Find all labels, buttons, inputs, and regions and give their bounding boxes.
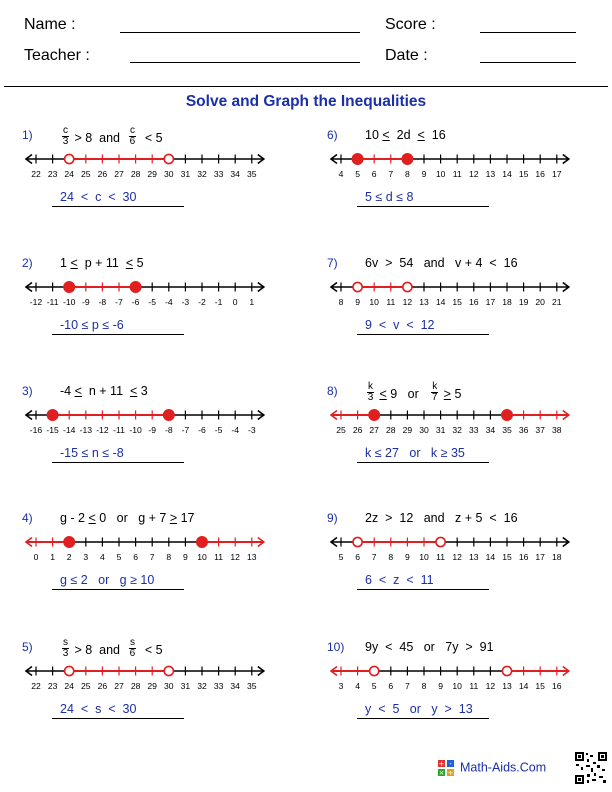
tick-label: -14 <box>62 425 76 435</box>
closed-endpoint <box>47 410 57 420</box>
tick-label: 26 <box>97 681 108 691</box>
tick-label: 23 <box>47 681 58 691</box>
svg-text:-: - <box>449 760 452 768</box>
answer-text: -15 ≤ n ≤ -8 <box>60 446 124 460</box>
tick-label: -7 <box>181 425 190 435</box>
tick-label: 16 <box>469 297 479 307</box>
tick-label: 8 <box>388 552 394 562</box>
tick-label: -5 <box>148 297 157 307</box>
tick-label: 0 <box>33 552 39 562</box>
problem-5 <box>22 637 312 760</box>
tick-label: 17 <box>485 297 496 307</box>
tick-label: 1 <box>50 552 55 562</box>
problem-7 <box>327 256 612 376</box>
problem-number: 7) <box>327 256 338 270</box>
problem-1 <box>22 125 312 248</box>
open-endpoint <box>353 282 362 291</box>
tick-label: 0 <box>232 297 238 307</box>
tick-label: 8 <box>405 169 410 179</box>
answer-line[interactable] <box>52 206 184 207</box>
number-line <box>327 142 612 182</box>
tick-label: 14 <box>518 681 529 691</box>
closed-endpoint <box>130 282 140 292</box>
tick-label: 10 <box>369 297 379 307</box>
inequality-symbol: < <box>129 384 138 398</box>
expression-text: > 8 and <box>71 642 127 657</box>
tick-label: 31 <box>180 169 191 179</box>
tick-label: -10 <box>62 297 76 307</box>
tick-label: 28 <box>130 681 141 691</box>
fraction-numerator: s <box>129 637 135 648</box>
tick-label: 23 <box>47 169 58 179</box>
number-line <box>22 270 312 310</box>
fraction-numerator: s <box>63 637 68 648</box>
tick-label: -4 <box>231 425 240 435</box>
tick-label: -15 <box>46 425 59 435</box>
open-endpoint <box>164 666 173 675</box>
tick-label: 13 <box>469 552 479 562</box>
tick-label: -3 <box>181 297 190 307</box>
problem-expression <box>365 256 518 270</box>
problem-expression <box>365 128 446 142</box>
answer-line[interactable] <box>357 718 489 719</box>
tick-label: 21 <box>552 297 562 307</box>
fraction-denominator: 6 <box>129 136 136 147</box>
problem-4 <box>22 511 312 631</box>
tick-label: 9 <box>438 681 443 691</box>
tick-label: 11 <box>452 169 462 179</box>
expression-text: 0 or g + 7 <box>95 511 170 525</box>
svg-text:×: × <box>438 769 445 776</box>
tick-label: 10 <box>435 169 446 179</box>
tick-label: 22 <box>31 169 41 179</box>
expression-text: 6v > 54 and v + 4 < 16 <box>365 256 518 270</box>
tick-label: 5 <box>371 681 377 691</box>
tick-label: -6 <box>131 297 140 307</box>
tick-label: 12 <box>230 552 240 562</box>
problem-2 <box>22 256 312 376</box>
tick-label: 25 <box>81 681 91 691</box>
problem-number: 10) <box>327 640 345 654</box>
answer-text: y < 5 or y > 13 <box>365 702 473 716</box>
tick-label: 8 <box>166 552 172 562</box>
expression-text: 5 <box>133 256 144 270</box>
tick-label: -9 <box>148 425 157 435</box>
tick-label: 9 <box>421 169 427 179</box>
name-label: Name : <box>24 16 76 33</box>
inequality-symbol: < <box>379 386 387 401</box>
answer-text: 5 ≤ d ≤ 8 <box>365 190 414 204</box>
tick-label: 13 <box>502 681 512 691</box>
tick-label: 34 <box>485 425 496 435</box>
tick-label: 15 <box>518 169 529 179</box>
tick-label: 36 <box>518 425 529 435</box>
tick-label: -13 <box>79 425 93 435</box>
tick-label: -1 <box>214 297 223 307</box>
problem-expression <box>60 511 195 525</box>
tick-label: 7 <box>149 552 155 562</box>
tick-label: 15 <box>452 297 462 307</box>
closed-endpoint <box>352 154 362 164</box>
tick-label: -5 <box>214 425 223 435</box>
tick-label: 2 <box>66 552 72 562</box>
open-endpoint <box>65 666 74 675</box>
fraction-numerator: c <box>129 125 135 136</box>
expression-text: 9y < 45 or 7y > 91 <box>365 640 494 654</box>
tick-label: 34 <box>230 169 240 179</box>
answer-text: -10 ≤ p ≤ -6 <box>60 318 124 332</box>
expression-text: 10 <box>365 128 383 142</box>
fraction-denominator: 3 <box>62 648 69 659</box>
answer-text: k ≤ 27 or k ≥ 35 <box>365 446 465 460</box>
open-endpoint <box>370 666 379 675</box>
expression-text: 2d <box>389 128 418 142</box>
tick-label: 38 <box>552 425 562 435</box>
closed-endpoint <box>369 410 379 420</box>
closed-endpoint <box>197 537 207 547</box>
number-line <box>327 270 612 310</box>
expression-text: 16 <box>424 128 446 142</box>
tick-label: 33 <box>213 681 224 691</box>
tick-label: 3 <box>83 552 89 562</box>
problem-expression <box>60 384 148 398</box>
inequality-symbol: < <box>417 128 425 142</box>
problem-expression <box>365 640 494 654</box>
tick-label: 27 <box>114 681 124 691</box>
closed-endpoint <box>502 410 512 420</box>
tick-label: 5 <box>338 552 344 562</box>
answer-text: 24 < s < 30 <box>60 702 137 716</box>
tick-label: 12 <box>402 297 413 307</box>
tick-label: 14 <box>435 297 446 307</box>
answer-text: 9 < v < 12 <box>365 318 435 332</box>
inequality-symbol: < <box>125 256 134 270</box>
fraction-denominator: 3 <box>62 136 69 147</box>
tick-label: 18 <box>552 552 562 562</box>
tick-label: -4 <box>164 297 173 307</box>
problem-number: 6) <box>327 128 338 142</box>
tick-label: 24 <box>64 169 74 179</box>
tick-label: 4 <box>338 169 344 179</box>
tick-label: 6 <box>355 552 360 562</box>
tick-label: 37 <box>535 425 545 435</box>
tick-label: 3 <box>338 681 344 691</box>
inequality-symbol: < <box>74 384 82 398</box>
tick-label: 35 <box>502 425 512 435</box>
expression-text: > 8 and <box>71 130 127 145</box>
problem-number: 8) <box>327 384 338 398</box>
answer-line[interactable] <box>357 334 489 335</box>
tick-label: 1 <box>249 297 255 307</box>
footer-brand[interactable] <box>438 760 546 776</box>
tick-label: 22 <box>31 681 41 691</box>
open-endpoint <box>65 154 74 163</box>
date-label: Date : <box>385 47 428 64</box>
open-endpoint <box>436 537 445 546</box>
tick-label: 14 <box>485 552 496 562</box>
tick-label: -10 <box>129 425 142 435</box>
tick-label: 28 <box>386 425 396 435</box>
tick-label: 32 <box>452 425 462 435</box>
tick-label: 6 <box>371 169 377 179</box>
expression-text: < 5 <box>137 130 163 145</box>
inequality-symbol: < <box>70 256 78 270</box>
expression-text: < 5 <box>137 642 163 657</box>
answer-line[interactable] <box>52 462 184 463</box>
tick-label: 34 <box>230 681 240 691</box>
number-line <box>22 398 312 438</box>
tick-label: 7 <box>388 169 394 179</box>
tick-label: 31 <box>180 681 191 691</box>
open-endpoint <box>502 666 511 675</box>
closed-endpoint <box>64 537 74 547</box>
tick-label: 28 <box>130 169 141 179</box>
problem-number: 1) <box>22 128 33 142</box>
tick-label: 13 <box>485 169 496 179</box>
closed-endpoint <box>64 282 74 292</box>
tick-label: 33 <box>469 425 479 435</box>
tick-label: 8 <box>338 297 344 307</box>
expression-text: 9 or <box>386 386 430 401</box>
problem-expression <box>60 256 144 270</box>
problem-number: 9) <box>327 511 338 525</box>
problem-3 <box>22 384 312 504</box>
tick-label: 11 <box>469 681 479 691</box>
open-endpoint <box>403 282 412 291</box>
tick-label: 24 <box>64 681 74 691</box>
tick-label: 5 <box>355 169 360 179</box>
number-line <box>22 654 312 694</box>
tick-label: 18 <box>502 297 512 307</box>
answer-line[interactable] <box>52 334 184 335</box>
answer-line[interactable] <box>52 589 184 590</box>
tick-label: -11 <box>46 297 59 307</box>
calculator-icon <box>438 760 454 776</box>
problem-number: 3) <box>22 384 33 398</box>
problem-expression <box>365 511 518 525</box>
problem-6 <box>327 128 612 248</box>
tick-label: 6 <box>388 681 394 691</box>
tick-label: 25 <box>81 169 91 179</box>
inequality-symbol: < <box>382 128 390 142</box>
tick-label: -7 <box>115 297 123 307</box>
tick-label: 29 <box>147 169 157 179</box>
inequality-symbol: > <box>443 386 451 401</box>
header-divider <box>4 86 608 87</box>
fraction-denominator: 7 <box>431 392 438 403</box>
teacher-label: Teacher : <box>24 47 90 64</box>
expression-text: g - 2 <box>60 511 89 525</box>
tick-label: -8 <box>98 297 107 307</box>
answer-line[interactable] <box>357 206 489 207</box>
tick-label: 16 <box>552 681 562 691</box>
problem-number: 5) <box>22 640 33 654</box>
tick-label: 4 <box>355 681 360 691</box>
tick-label: 4 <box>100 552 105 562</box>
tick-label: 13 <box>247 552 257 562</box>
tick-label: 25 <box>336 425 346 435</box>
tick-label: 13 <box>419 297 429 307</box>
problem-10 <box>327 640 612 760</box>
tick-label: 30 <box>164 681 174 691</box>
closed-endpoint <box>164 410 174 420</box>
fraction-numerator: k <box>432 381 438 392</box>
tick-label: 8 <box>421 681 427 691</box>
expression-text: -4 <box>60 384 75 398</box>
tick-label: 7 <box>371 552 377 562</box>
tick-label: -16 <box>29 425 43 435</box>
tick-label: 6 <box>133 552 138 562</box>
tick-label: 9 <box>355 297 360 307</box>
number-line <box>22 525 312 565</box>
fraction-denominator: 6 <box>129 648 136 659</box>
tick-label: 12 <box>485 681 496 691</box>
fraction-numerator: k <box>368 381 373 392</box>
tick-label: 30 <box>164 169 174 179</box>
number-line <box>22 142 312 182</box>
tick-label: 30 <box>419 425 429 435</box>
problem-8 <box>327 381 612 504</box>
tick-label: 7 <box>405 681 410 691</box>
tick-label: 32 <box>197 681 207 691</box>
expression-text: 17 <box>177 511 195 525</box>
tick-label: -6 <box>198 425 206 435</box>
inequality-symbol: > <box>169 511 178 525</box>
number-line <box>327 654 612 694</box>
fraction-numerator: c <box>63 125 68 136</box>
tick-label: 32 <box>197 169 207 179</box>
tick-label: 26 <box>352 425 363 435</box>
problem-number: 4) <box>22 511 33 525</box>
tick-label: 9 <box>405 552 410 562</box>
number-line <box>327 525 612 565</box>
tick-label: 9 <box>183 552 188 562</box>
closed-endpoint <box>402 154 412 164</box>
answer-text: g ≤ 2 or g ≥ 10 <box>60 573 155 587</box>
tick-label: 12 <box>452 552 462 562</box>
worksheet-title: Solve and Graph the Inequalities <box>185 93 427 110</box>
problem-9 <box>327 511 612 631</box>
answer-line[interactable] <box>357 589 489 590</box>
tick-label: 17 <box>535 552 545 562</box>
tick-label: 26 <box>97 169 108 179</box>
expression-text: 5 <box>450 386 462 401</box>
tick-label: -12 <box>29 297 43 307</box>
date-field-line[interactable] <box>480 62 576 63</box>
inequality-symbol: < <box>88 511 96 525</box>
tick-label: -3 <box>247 425 256 435</box>
footer-brand-label: Math-Aids.Com <box>460 760 547 775</box>
score-field-line[interactable] <box>480 32 576 33</box>
expression-text: 2z > 12 and z + 5 < 16 <box>365 511 518 525</box>
problem-number: 2) <box>22 256 33 270</box>
qr-code-icon <box>575 752 607 784</box>
tick-label: 19 <box>518 297 529 307</box>
teacher-field-line[interactable] <box>130 62 360 63</box>
answer-text: 6 < z < 11 <box>365 573 434 587</box>
tick-label: 10 <box>419 552 429 562</box>
expression-text: 1 <box>60 256 71 270</box>
tick-label: 11 <box>214 552 224 562</box>
tick-label: 12 <box>469 169 479 179</box>
number-line <box>327 398 612 438</box>
svg-text:+: + <box>438 760 445 768</box>
answer-line[interactable] <box>357 462 489 463</box>
tick-label: -8 <box>164 425 173 435</box>
tick-label: -11 <box>113 425 125 435</box>
tick-label: 29 <box>147 681 157 691</box>
answer-line[interactable] <box>52 718 184 719</box>
tick-label: 29 <box>402 425 413 435</box>
tick-label: 16 <box>518 552 529 562</box>
tick-label: 31 <box>435 425 446 435</box>
tick-label: 15 <box>502 552 512 562</box>
tick-label: 27 <box>369 425 379 435</box>
score-label: Score : <box>385 16 436 33</box>
expression-text: 3 <box>137 384 148 398</box>
name-field-line[interactable] <box>120 32 360 33</box>
tick-label: 35 <box>247 169 257 179</box>
tick-label: 10 <box>452 681 462 691</box>
tick-label: 5 <box>116 552 122 562</box>
tick-label: 11 <box>436 552 446 562</box>
open-endpoint <box>353 537 362 546</box>
tick-label: 27 <box>114 169 124 179</box>
tick-label: 20 <box>535 297 545 307</box>
expression-text: n + 11 <box>81 384 130 398</box>
tick-label: 35 <box>247 681 257 691</box>
tick-label: 16 <box>535 169 545 179</box>
tick-label: -12 <box>96 425 109 435</box>
tick-label: 10 <box>197 552 207 562</box>
tick-label: 33 <box>213 169 224 179</box>
svg-text:÷: ÷ <box>447 769 454 776</box>
expression-text: p + 11 <box>77 256 126 270</box>
tick-label: 11 <box>386 297 396 307</box>
tick-label: 14 <box>502 169 512 179</box>
tick-label: 17 <box>552 169 562 179</box>
tick-label: 15 <box>535 681 545 691</box>
tick-label: -2 <box>198 297 206 307</box>
answer-text: 24 < c < 30 <box>60 190 137 204</box>
tick-label: -9 <box>81 297 90 307</box>
open-endpoint <box>164 154 173 163</box>
fraction-denominator: 3 <box>367 392 374 403</box>
